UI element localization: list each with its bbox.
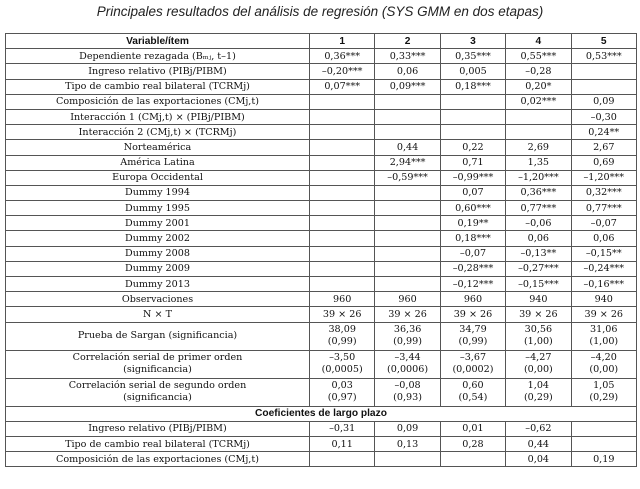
row-value: 0,77*** [571, 201, 636, 216]
row-value-text: –4,20 [590, 352, 617, 364]
row-value [571, 64, 636, 79]
row-label: Dependiente rezagada (Bₘⱼ, t–1) [6, 49, 310, 64]
row-value: 0,07*** [310, 79, 375, 94]
row-value [375, 277, 440, 292]
row-label: Dummy 1995 [6, 201, 310, 216]
table-row [6, 140, 637, 155]
row-value [375, 452, 440, 467]
row-value [310, 246, 375, 261]
row-value: 0,60*** [440, 201, 505, 216]
row-value [375, 246, 440, 261]
row-value: –0,12*** [440, 277, 505, 292]
row-value-text: 0,03 [331, 380, 353, 392]
row-label: Dummy 2009 [6, 261, 310, 276]
row-label-text: Prueba de Sargan (significancia) [77, 330, 238, 342]
row-value [375, 378, 440, 406]
row-value: 0,71 [440, 155, 505, 170]
row-value-text: (0,29) [523, 392, 553, 404]
row-value: 0,19 [571, 452, 636, 467]
row-label-text: (significancia) [123, 392, 192, 404]
row-value: –0,07 [440, 246, 505, 261]
row-value-text: –4,27 [525, 352, 552, 364]
row-label: Norteamérica [6, 140, 310, 155]
table-row [6, 350, 637, 378]
table-row [6, 94, 637, 109]
row-label: Tipo de cambio real bilateral (TCRMj) [6, 436, 310, 451]
row-value: 0,13 [375, 436, 440, 451]
row-label: Composición de las exportaciones (CMj,t) [6, 452, 310, 467]
row-value: 0,36*** [310, 49, 375, 64]
row-value-text: –3,50 [329, 352, 356, 364]
row-label: Observaciones [6, 292, 310, 307]
row-value [375, 350, 440, 378]
row-value: –1,20*** [506, 170, 571, 185]
row-value-text: (0,0005) [321, 364, 363, 376]
row-value-text: –3,44 [394, 352, 421, 364]
row-value [310, 216, 375, 231]
row-value-text: (1,00) [523, 336, 553, 348]
row-value: –0,59*** [375, 170, 440, 185]
row-value [375, 185, 440, 200]
row-value-text: 0,60 [462, 380, 484, 392]
row-value: 0,005 [440, 64, 505, 79]
row-value [440, 350, 505, 378]
row-value: 0,77*** [506, 201, 571, 216]
row-value: 960 [440, 292, 505, 307]
table-row [6, 64, 637, 79]
table-row [6, 307, 637, 322]
row-value: 2,94*** [375, 155, 440, 170]
header-cell: 5 [571, 34, 636, 49]
row-value: –0,06 [506, 216, 571, 231]
row-value: 39 × 26 [506, 307, 571, 322]
row-label-text: (significancia) [123, 364, 192, 376]
row-value: –0,27*** [506, 261, 571, 276]
row-value-text: (0,54) [458, 392, 488, 404]
row-value-text: 36,36 [393, 324, 422, 336]
row-value [375, 216, 440, 231]
row-value [375, 261, 440, 276]
row-value [375, 322, 440, 350]
row-value [440, 109, 505, 124]
row-label [6, 322, 310, 350]
row-label: Dummy 1994 [6, 185, 310, 200]
table-row [6, 49, 637, 64]
row-value: 0,24** [571, 125, 636, 140]
table-row [6, 452, 637, 467]
header-cell: 4 [506, 34, 571, 49]
table-row [6, 378, 637, 406]
row-value [310, 452, 375, 467]
table-row [6, 170, 637, 185]
row-value: 1,35 [506, 155, 571, 170]
row-value [310, 201, 375, 216]
row-value-text: (0,00) [523, 364, 553, 376]
row-label: Tipo de cambio real bilateral (TCRMj) [6, 79, 310, 94]
row-value [571, 436, 636, 451]
row-value: 0,35*** [440, 49, 505, 64]
row-value: 0,06 [375, 64, 440, 79]
row-value: –0,31 [310, 421, 375, 436]
row-value: 39 × 26 [375, 307, 440, 322]
header-cell: 3 [440, 34, 505, 49]
row-label: Ingreso relativo (PIBj/PIBM) [6, 64, 310, 79]
row-value: 960 [375, 292, 440, 307]
row-value: 0,44 [375, 140, 440, 155]
row-value [440, 452, 505, 467]
row-value: 39 × 26 [571, 307, 636, 322]
row-value: 0,32*** [571, 185, 636, 200]
row-label: Interacción 1 (CMj,t) × (PIBj/PIBM) [6, 109, 310, 124]
row-value [375, 109, 440, 124]
row-value [506, 350, 571, 378]
row-value: 0,09*** [375, 79, 440, 94]
table-row [6, 125, 637, 140]
row-value-text: 1,05 [593, 380, 615, 392]
row-value [375, 125, 440, 140]
row-value-text: –3,67 [459, 352, 487, 364]
row-value [310, 155, 375, 170]
row-value-text: (0,0002) [452, 364, 494, 376]
row-value-text: (0,99) [458, 336, 488, 348]
table-row [6, 421, 637, 436]
row-label: Europa Occidental [6, 170, 310, 185]
row-value: –0,07 [571, 216, 636, 231]
row-label-text: Correlación serial de segundo orden [68, 380, 247, 392]
row-value-text: (0,29) [589, 392, 619, 404]
row-label: Ingreso relativo (PIBj/PIBM) [6, 421, 310, 436]
row-value: 2,69 [506, 140, 571, 155]
row-label [6, 378, 310, 406]
row-value: 0,18*** [440, 79, 505, 94]
row-value [571, 322, 636, 350]
row-value: 0,28 [440, 436, 505, 451]
row-value: –0,28 [506, 64, 571, 79]
row-label: N × T [6, 307, 310, 322]
row-value: –0,99*** [440, 170, 505, 185]
row-value: 0,69 [571, 155, 636, 170]
regression-table [5, 33, 637, 467]
row-value: 0,04 [506, 452, 571, 467]
table-row [6, 185, 637, 200]
row-value [375, 94, 440, 109]
row-value-text: (0,99) [327, 336, 357, 348]
row-value: 0,22 [440, 140, 505, 155]
row-value: –0,15*** [506, 277, 571, 292]
row-value-text: 34,79 [459, 324, 487, 336]
row-value-text: (0,97) [327, 392, 357, 404]
row-value: 0,09 [571, 94, 636, 109]
row-value: 39 × 26 [440, 307, 505, 322]
row-value [310, 378, 375, 406]
table-row [6, 277, 637, 292]
row-value: 0,09 [375, 421, 440, 436]
row-value: 0,06 [571, 231, 636, 246]
row-value-text: (0,93) [393, 392, 423, 404]
row-label: Dummy 2001 [6, 216, 310, 231]
row-value-text: (0,0006) [387, 364, 429, 376]
row-value [375, 231, 440, 246]
row-value [571, 79, 636, 94]
row-value: –0,28*** [440, 261, 505, 276]
row-value: –0,20*** [310, 64, 375, 79]
row-value [310, 322, 375, 350]
row-value: 0,33*** [375, 49, 440, 64]
header-cell: 1 [310, 34, 375, 49]
row-value [310, 109, 375, 124]
row-value: 0,18*** [440, 231, 505, 246]
row-value: 0,44 [506, 436, 571, 451]
row-label: América Latina [6, 155, 310, 170]
table-row [6, 322, 637, 350]
row-value [506, 125, 571, 140]
row-value [571, 421, 636, 436]
table-row [6, 216, 637, 231]
row-value: –0,30 [571, 109, 636, 124]
row-value: 940 [506, 292, 571, 307]
row-value: 0,11 [310, 436, 375, 451]
row-label: Dummy 2002 [6, 231, 310, 246]
row-value [440, 378, 505, 406]
row-value: 39 × 26 [310, 307, 375, 322]
row-value [375, 201, 440, 216]
section-title: Coeficientes de largo plazo [6, 406, 637, 421]
row-value: 0,36*** [506, 185, 571, 200]
table-row [6, 155, 637, 170]
row-value [571, 350, 636, 378]
row-value [440, 125, 505, 140]
row-value: 0,20* [506, 79, 571, 94]
row-value [310, 261, 375, 276]
table-row [6, 201, 637, 216]
row-value-text: 1,04 [527, 380, 550, 392]
row-value: 940 [571, 292, 636, 307]
table-row [6, 292, 637, 307]
table-row [6, 261, 637, 276]
row-value [310, 140, 375, 155]
row-value [440, 94, 505, 109]
header-row [6, 34, 637, 49]
table-row [6, 109, 637, 124]
row-value [571, 378, 636, 406]
row-value: 0,01 [440, 421, 505, 436]
row-value: 2,67 [571, 140, 636, 155]
row-value [310, 277, 375, 292]
table-row [6, 436, 637, 451]
row-value [506, 322, 571, 350]
row-value: –0,15** [571, 246, 636, 261]
row-label-text: Correlación serial de primer orden [72, 352, 243, 364]
table-caption: Principales resultados del análisis de regresión (SYS GMM en dos etapas) [96, 4, 544, 19]
row-value: 0,19** [440, 216, 505, 231]
row-value: 0,02*** [506, 94, 571, 109]
row-value: 0,07 [440, 185, 505, 200]
row-value: 0,55*** [506, 49, 571, 64]
row-value-text: (0,99) [393, 336, 423, 348]
row-value-text: 31,06 [590, 324, 618, 336]
row-value [506, 109, 571, 124]
row-label: Dummy 2013 [6, 277, 310, 292]
row-value [440, 322, 505, 350]
row-label: Composición de las exportaciones (CMj,t) [6, 94, 310, 109]
row-value-text: 38,09 [328, 324, 356, 336]
row-value: –0,24*** [571, 261, 636, 276]
header-cell: Variable/ítem [6, 34, 310, 49]
row-label [6, 350, 310, 378]
header-cell: 2 [375, 34, 440, 49]
row-value: –0,16*** [571, 277, 636, 292]
section-row [6, 406, 637, 421]
row-value [310, 231, 375, 246]
row-value [310, 185, 375, 200]
table-row [6, 79, 637, 94]
row-label: Interacción 2 (CMj,t) × (TCRMj) [6, 125, 310, 140]
row-value-text: (1,00) [589, 336, 619, 348]
row-value-text: (0,00) [589, 364, 619, 376]
row-label: Dummy 2008 [6, 246, 310, 261]
table-row [6, 231, 637, 246]
row-value: 0,06 [506, 231, 571, 246]
row-value: 960 [310, 292, 375, 307]
row-value-text: 30,56 [524, 324, 553, 336]
row-value [310, 350, 375, 378]
row-value: –1,20*** [571, 170, 636, 185]
row-value: –0,62 [506, 421, 571, 436]
row-value [310, 170, 375, 185]
table-row [6, 246, 637, 261]
row-value: –0,13** [506, 246, 571, 261]
row-value [310, 94, 375, 109]
row-value [310, 125, 375, 140]
row-value [506, 378, 571, 406]
row-value-text: –0,08 [394, 380, 421, 392]
row-value: 0,53*** [571, 49, 636, 64]
